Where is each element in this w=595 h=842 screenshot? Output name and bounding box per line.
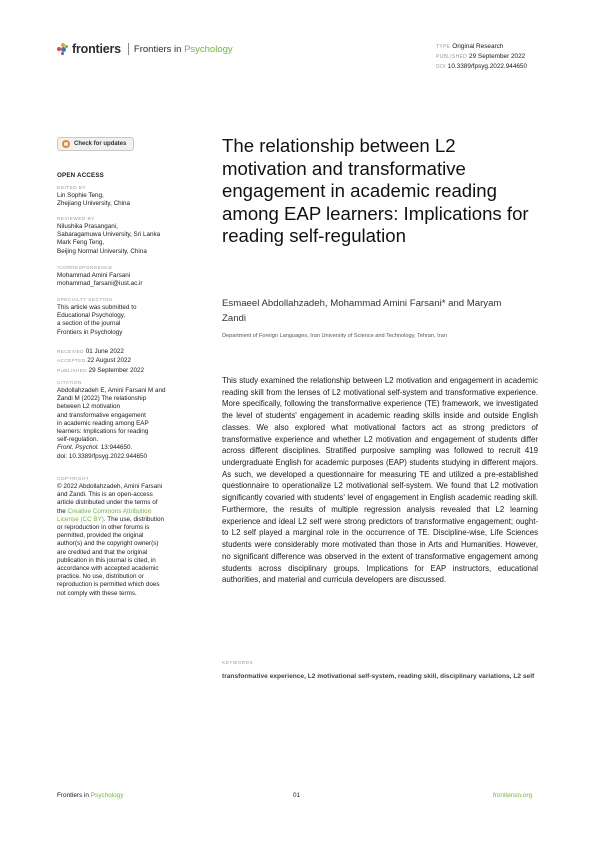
frontiers-mark-icon — [57, 43, 69, 55]
reviewed-by: REVIEWED BY Nilushika Prasangani, Sabaragamuwa University, Sri Lanka Mark Feng Teng, Beijing Normal University, China — [57, 217, 161, 255]
article-title: The relationship between L2 motivation and transformative engagement in academic reading among EAP learners: Implications for reading self-regulation — [222, 135, 529, 246]
logo-word: frontiers — [72, 42, 121, 56]
correspondence: *CORRESPONDENCE Mohammad Amini Farsani mohammad_farsani@iust.ac.ir — [57, 265, 192, 288]
edited-by: EDITED BY Lin Sophie Teng, Zhejiang University, China — [57, 186, 131, 208]
update-icon — [62, 140, 70, 148]
footer-site-link[interactable]: frontiersin.org — [493, 792, 533, 799]
authors: Esmaeel Abdollahzadeh, Mohammad Amini Farsani* and Maryam Zandi — [222, 298, 502, 324]
keywords: transformative experience, L2 motivational self-system, reading skill, disciplinary variations, L2 self — [222, 673, 535, 680]
logo-separator — [128, 43, 129, 55]
footer-journal: Frontiers in Psychology — [57, 792, 124, 799]
abstract: This study examined the relationship between L2 motivation and engagement in academic reading skill from the lenses of L2 motivational self-system and transformative experience. More specifically, following the transformative experience (TE) framework, we investigated the level of students' engagement in academic reading skills inside and outside English classes. We also explored what motivational factors act as strong predictors of transformative experience and whether L2 motivation and engagement of students differ across different disciplines. Stratified purposive sampling was followed to recruit 419 undergraduate English for academic purposes (EAP) students studying in different majors. As such, we developed a questionnaire for measuring TE and utilized a pre-established questionnaire to operationalize L2 motivational self-system. We found that L2 motivation significantly covaried with students' level of engagement in English academic reading skill. Furthermore, the results of multiple regression analysis revealed that L2 learning experience and ideal L2 self were strong predictors of transformative engagement; ought-to L2 self played a marginal role in the occurrence of TE. Discipline-wise, Life Sciences students were considerably more motivated than those in Arts and Humanities. However, no significant difference was observed in the extent of transformative engagement among students across disciplinary groups. Implications for EAP instructors, educational authorities, and material and curricula developers are discussed. — [222, 376, 538, 585]
history-dates: RECEIVED 01 June 2022 ACCEPTED 22 August 2022 PUBLISHED 29 September 2022 — [57, 348, 144, 374]
published-date: 29 September 2022 — [469, 53, 526, 60]
open-access-label: OPEN ACCESS — [57, 172, 105, 179]
license-link[interactable]: Creative Commons Attribution — [67, 507, 152, 515]
citation: CITATION Abdollahzadeh E, Amini Farsani M and Zandi M (2022) The relationship between L2 motivation and transformative engagement in academic reading among EAP learners: Implications for reading self-regulation. Front. Psychol. 13:944650. doi: 10.3389/fpsyg.2022.944650 — [57, 381, 166, 460]
page-number: 01 — [293, 792, 301, 799]
journal-name: Frontiers in Psychology — [133, 43, 233, 55]
specialty-section: SPECIALTY SECTION This article was submitted to Educational Psychology, a section of the journal Frontiers in Psychology — [57, 298, 137, 336]
correspondence-email[interactable]: mohammad_farsani@iust.ac.ir — [57, 280, 143, 288]
article-type: Original Research — [452, 43, 504, 50]
check-updates-button[interactable]: Check for updates — [57, 137, 134, 151]
article-meta: TYPE Original Research PUBLISHED 29 September 2022 DOI 10.3389/fpsyg.2022.944650 — [436, 43, 528, 70]
affiliation: Department of Foreign Languages, Iran University of Science and Technology, Tehran, Iran — [222, 333, 447, 339]
copyright: COPYRIGHT © 2022 Abdollahzadeh, Amini Farsani and Zandi. This is an open-access article distributed under the terms of the Creative Commons Attribution License (CC BY). The use, distribution or reproduction in other forums is permitted, provided the original author(s) and the copyright owner(s) are credited and that the original publication in this journal is cited, in accordance with accepted academic practice. No use, distribution or reproduction is permitted which does not comply with these terms. — [57, 477, 164, 597]
frontiers-logo — [57, 42, 233, 56]
doi[interactable]: 10.3389/fpsyg.2022.944650 — [447, 63, 528, 70]
license-link-cont[interactable]: License (CC BY) — [57, 515, 104, 523]
keywords-heading: KEYWORDS — [222, 661, 254, 666]
